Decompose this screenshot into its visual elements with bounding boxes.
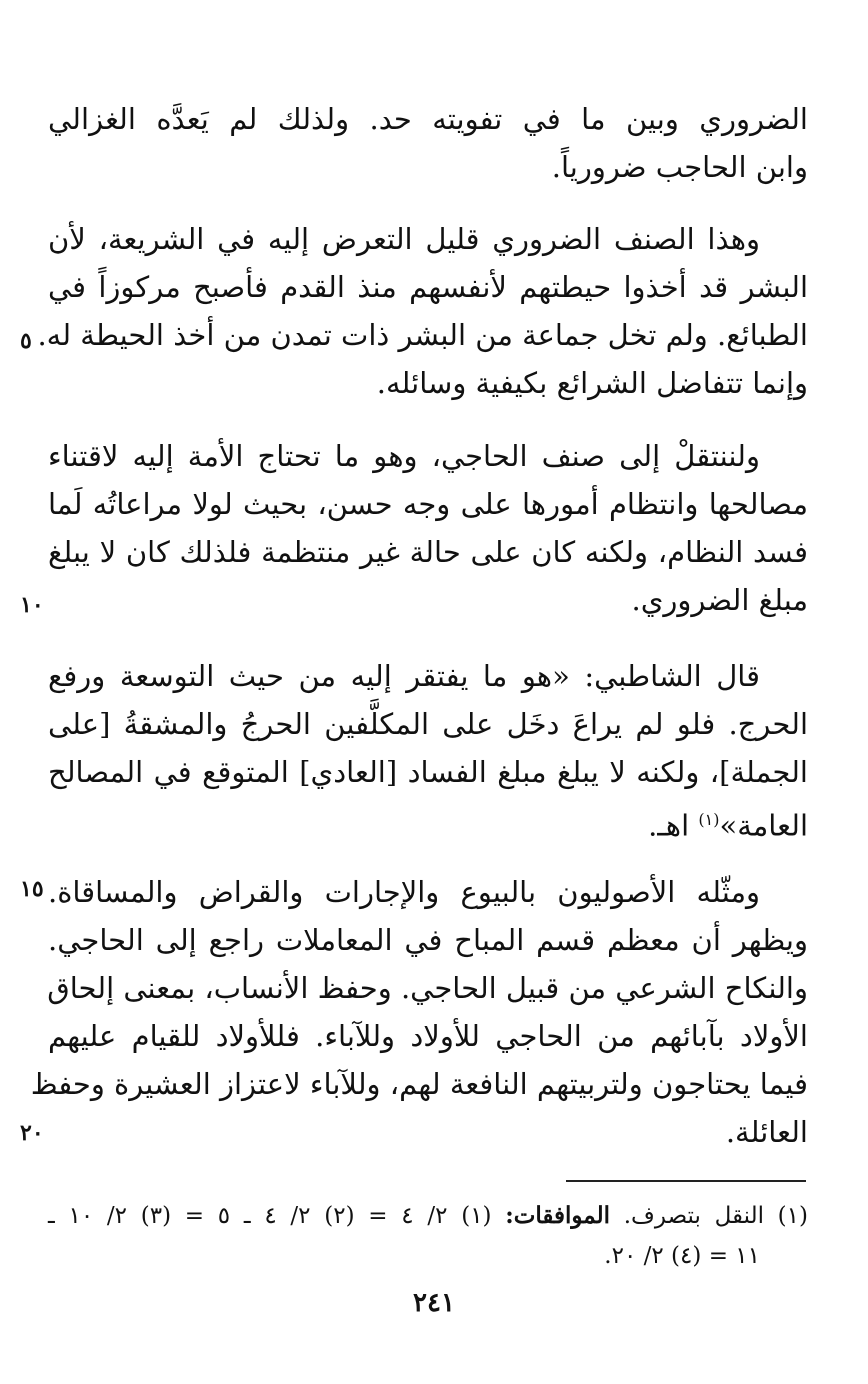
- paragraph-3: [48, 432, 808, 624]
- text-line: الضروري وبين ما في تفويته حد. ولذلك لم يَعدَّه الغزالي: [48, 102, 808, 136]
- footnote-separator: [566, 1180, 806, 1182]
- text-line: ولننتقلْ إلى صنف الحاجي، وهو ما تحتاج الأمة إليه لاقتناء: [48, 439, 760, 473]
- text-line: ومثّله الأصوليون بالبيوع والإجارات والقراض والمساقاة.: [48, 875, 760, 909]
- line-number: ١٥: [20, 876, 44, 902]
- text-line: ويظهر أن معظم قسم المباح في المعاملات راجع إلى الحاجي.: [48, 923, 808, 957]
- quote-tail: اهـ.: [648, 808, 699, 843]
- text-line: الطبائع. ولم تخل جماعة من البشر ذات تمدن من أخذ الحيطة له.: [37, 318, 808, 352]
- line-number: ١٠: [20, 592, 44, 618]
- text-line: الأولاد بآبائهم من الحاجي للأولاد وللآباء. فللأولاد للقيام عليهم: [48, 1019, 808, 1053]
- text-line: والنكاح الشرعي من قبيل الحاجي. وحفظ الأنساب، بمعنى إلحاق: [47, 971, 808, 1005]
- footnote-source-title: الموافقات:: [505, 1202, 610, 1229]
- page-number: ٢٤١: [413, 1288, 455, 1318]
- text-line: وهذا الصنف الضروري قليل التعرض إليه في الشريعة، لأن: [48, 222, 760, 256]
- text-line: وابن الحاجب ضرورياً.: [551, 150, 808, 184]
- text-line: البشر قد أخذوا حيطتهم لأنفسهم منذ القدم فأصبح مركوزاً في: [48, 270, 808, 304]
- text-line: [48, 796, 808, 850]
- paragraph-2: [37, 215, 808, 407]
- line-number: ٢٠: [20, 1120, 44, 1146]
- footnote-line: ١١ = (٤) ٢/ ٢٠.: [604, 1243, 760, 1269]
- footnote-line: [48, 1196, 808, 1236]
- footnote-prefix: (١) النقل بتصرف.: [610, 1203, 808, 1229]
- text-line: العائلة.: [725, 1115, 808, 1149]
- text-line: قال الشاطبي: «هو ما يفتقر إليه من حيث التوسعة ورفع: [48, 659, 760, 693]
- paragraph-4: [48, 652, 808, 850]
- text-line: مصالحها وانتظام أمورها على وجه حسن، بحيث لولا مراعاتُه لَما: [48, 487, 808, 521]
- line-number: ٥: [20, 328, 32, 354]
- paragraph-1: [48, 95, 808, 191]
- text-line: مبلغ الضروري.: [631, 583, 808, 617]
- text-line: الجملة]، ولكنه لا يبلغ مبلغ الفساد [العادي] المتوقع في المصالح: [48, 755, 808, 789]
- text-line: وإنما تتفاضل الشرائع بكيفية وسائله.: [376, 366, 808, 400]
- footnote-reference[interactable]: (١): [698, 810, 720, 829]
- footnote: [48, 1196, 808, 1276]
- text-line: فسد النظام، ولكنه كان على حالة غير منتظمة فلذلك كان لا يبلغ: [48, 535, 808, 569]
- text-line: فيما يحتاجون ولتربيتهم النافعة لهم، وللآباء لاعتزاز العشيرة وحفظ: [30, 1067, 808, 1101]
- footnote-references: (١) ٢/ ٤ = (٢) ٢/ ٤ ـ ٥ = (٣) ٢/ ١٠ ـ: [48, 1203, 506, 1229]
- quote-end: العامة»: [719, 808, 808, 843]
- text-line: الحرج. فلو لم يراعَ دخَل على المكلَّفين الحرجُ والمشقةُ [على: [48, 707, 808, 741]
